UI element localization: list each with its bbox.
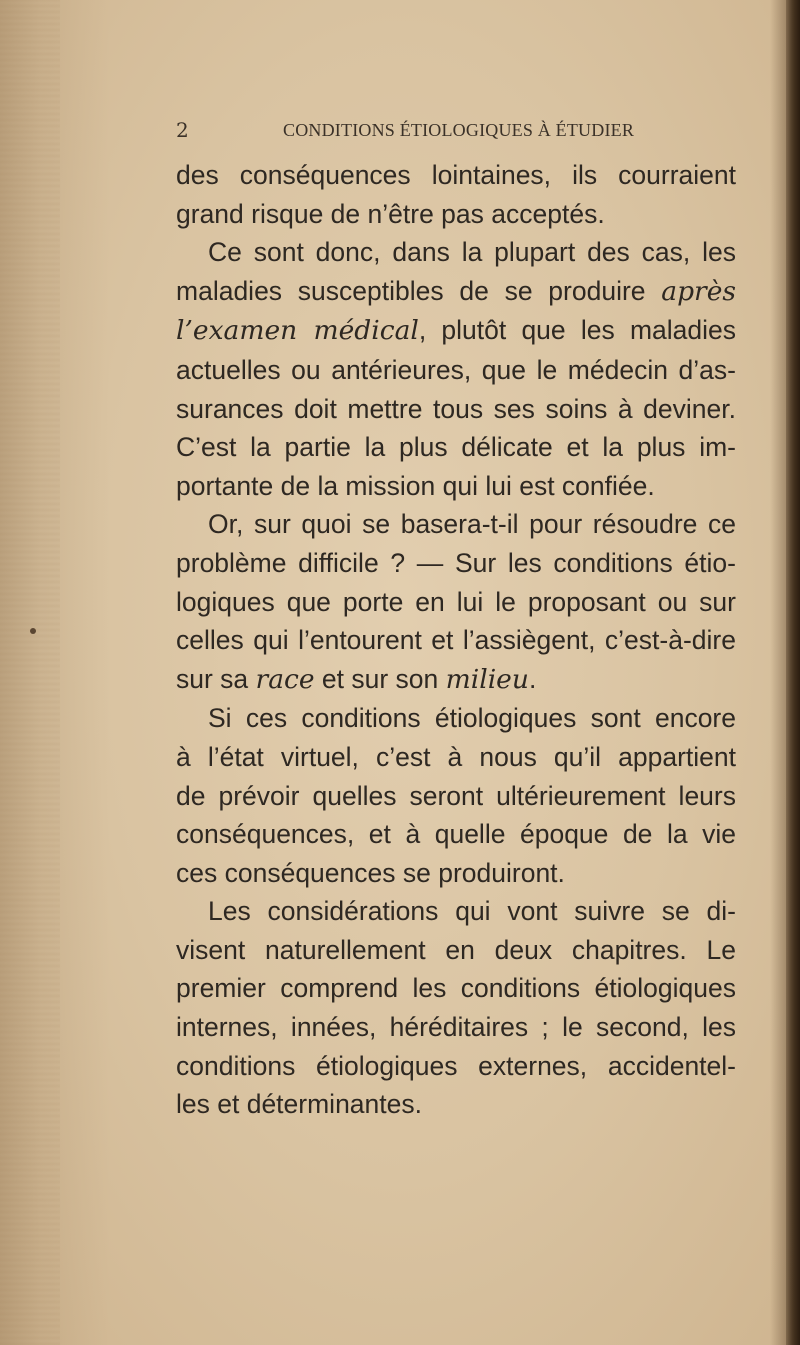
- text-line: portante de la mission qui lui est confiée.: [176, 470, 655, 501]
- text-run: .: [528, 663, 537, 694]
- text-run: sur sa: [176, 663, 256, 694]
- text-line: les et déterminantes.: [176, 1089, 422, 1120]
- text-line: Ce sont donc, dans la plupart des cas, les: [208, 237, 736, 268]
- italic-term: après: [661, 275, 736, 307]
- running-head-title: CONDITIONS ÉTIOLOGIQUES À ÉTUDIER: [283, 120, 635, 140]
- text-line: ces conséquences se produiront.: [176, 857, 565, 888]
- text-line: des conséquences lointaines, ils courraient: [176, 160, 736, 190]
- text-line: grand risque de n’être pas acceptés.: [176, 198, 605, 229]
- text-line: conditions étiologiques externes, accidentel-: [176, 1050, 736, 1081]
- page-gutter-shadow: [0, 0, 60, 1345]
- text-line: conséquences, et à quelle époque de la vie: [176, 819, 736, 850]
- text-line: problème difficile ? — Sur les conditions étio-: [176, 547, 736, 578]
- text-line: à l’état virtuel, c’est à nous qu’il appartient: [176, 741, 736, 772]
- text-run: , plutôt que les maladies: [418, 315, 736, 346]
- text-line: celles qui l’entourent et l’assiègent, c’est-à-dire: [176, 625, 736, 656]
- text-run: et sur son: [314, 663, 446, 694]
- text-line: internes, innées, héréditaires ; le second, les: [176, 1012, 736, 1043]
- italic-term: race: [255, 663, 315, 695]
- text-line: Si ces conditions étiologiques sont encore: [208, 703, 736, 734]
- body-text: [176, 156, 736, 1124]
- text-line: [176, 272, 736, 312]
- text-line: Les considérations qui vont suivre se di-: [208, 896, 736, 927]
- text-run: maladies susceptibles de se produire: [176, 275, 662, 306]
- text-line: premier comprend les conditions étiologiques: [176, 973, 736, 1004]
- page-number: 2: [176, 118, 189, 142]
- running-head: [176, 118, 736, 148]
- text-line: [176, 311, 736, 351]
- italic-term: l’examen médical: [176, 315, 419, 347]
- text-line: [176, 660, 736, 700]
- text-line: Or, sur quoi se basera-t-il pour résoudre ce: [208, 509, 736, 540]
- paper-speck: [30, 628, 36, 634]
- text-line: de prévoir quelles seront ultérieurement leurs: [176, 780, 736, 811]
- text-line: logiques que porte en lui le proposant ou sur: [176, 586, 736, 617]
- text-line: actuelles ou antérieures, que le médecin d’as-: [176, 354, 736, 385]
- text-line: C’est la partie la plus délicate et la plus im-: [176, 432, 736, 463]
- italic-term: milieu: [445, 663, 529, 695]
- text-line: surances doit mettre tous ses soins à deviner.: [176, 393, 736, 424]
- text-line: visent naturellement en deux chapitres. Le: [176, 934, 736, 965]
- page-edge: [786, 0, 800, 1345]
